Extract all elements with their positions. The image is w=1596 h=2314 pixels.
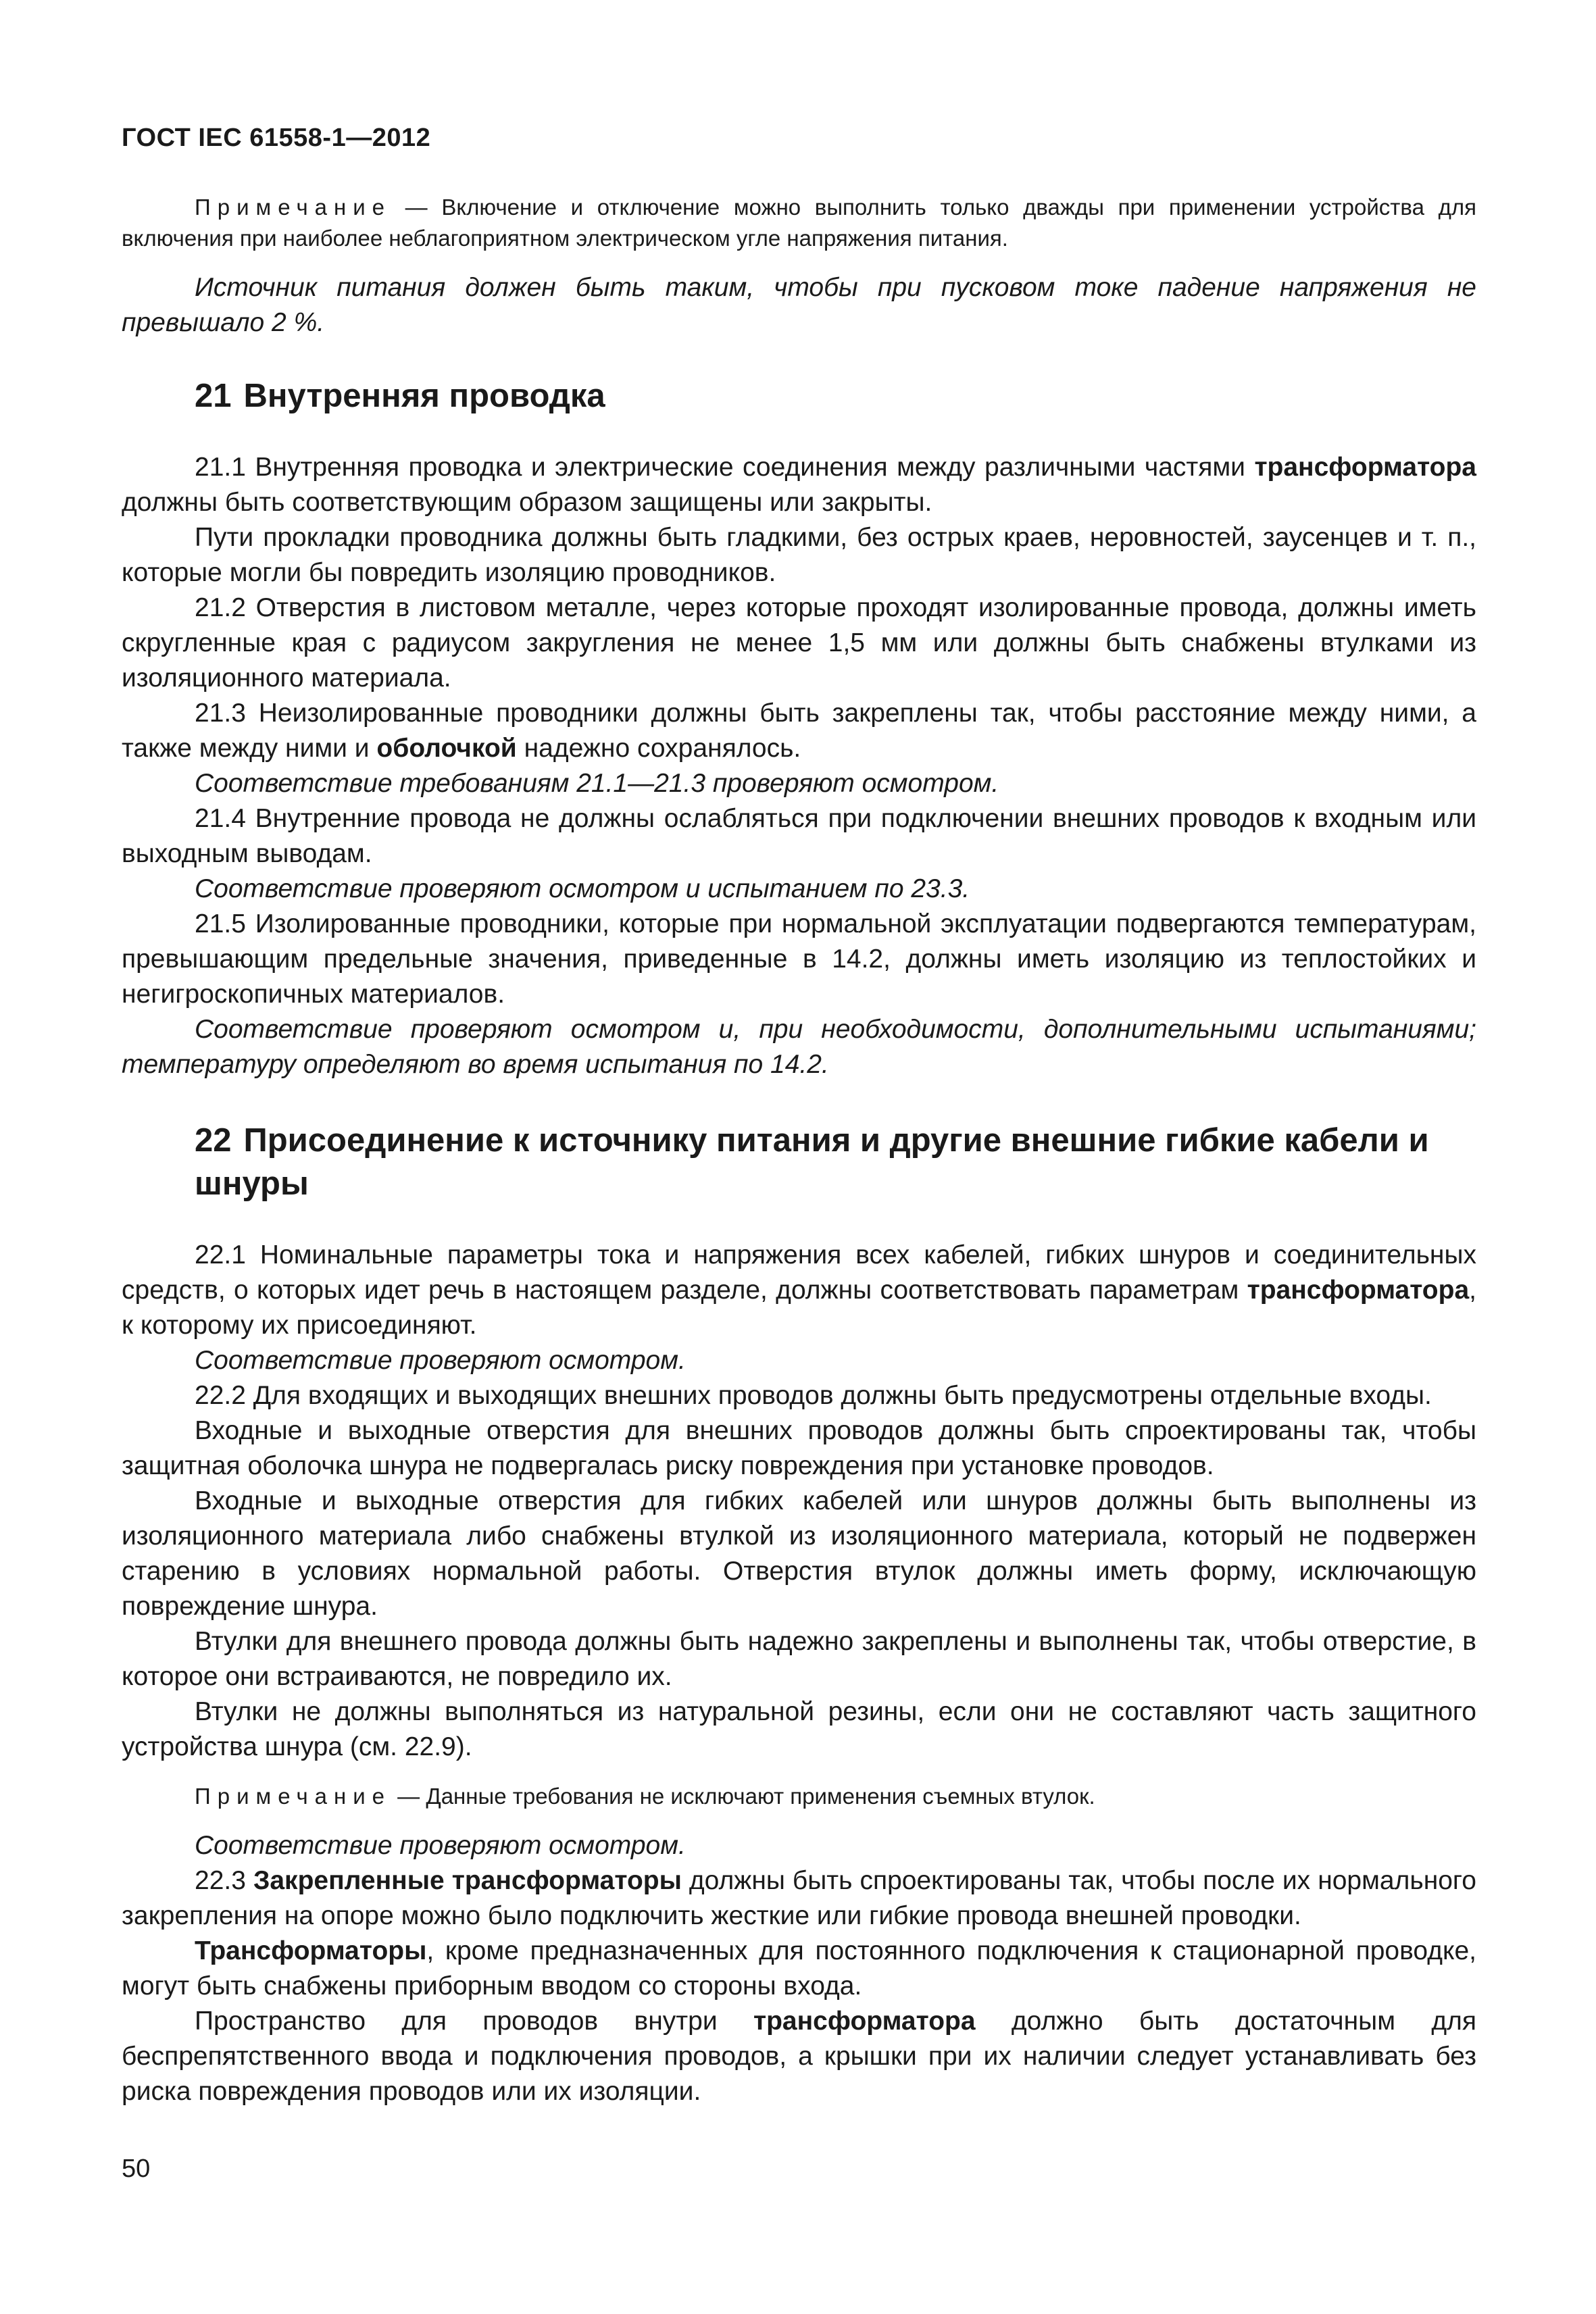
paragraph-21-3	[122, 696, 1476, 766]
section-21-heading	[122, 374, 1476, 418]
note-text: — Включение и отключение можно выполнить только дважды при применении устройства для включения при наиболее неблагоприятном электрическом угле напряжения питания.	[122, 195, 1476, 251]
section-number: 21	[195, 378, 232, 414]
section-title: Внутренняя проводка	[243, 378, 605, 414]
term-bold: Трансформаторы	[195, 1936, 427, 1965]
text-run: должно быть достаточным для беспрепятственного ввода и подключения проводов, а крышки при их наличии следует устанавливать без риска повреждения проводов или их изоляции.	[122, 2007, 1476, 2106]
text-run: должны быть соответствующим образом защищены или закрыты.	[122, 488, 932, 517]
paragraph-21-5: 21.5 Изолированные проводники, которые при нормальной эксплуатации подвергаются температурам, превышающим предельные значения, приведенные в 14.2, должны иметь изоляцию из теплостойких и негигроскопичных материалов.	[122, 909, 1476, 1009]
term-bold: трансформатора	[753, 2007, 976, 2036]
note-label: Примечание	[195, 195, 392, 220]
paragraph-22-3-space	[122, 2004, 1476, 2109]
paragraph-22-2-flexible: Входные и выходные отверстия для гибких кабелей или шнуров должны быть выполнены из изоляционного материала либо снабжены втулкой из изоляционного материала, который не подвержен старению в условиях нормальной работы. Отверстия втулок должны иметь форму, исключающую повреждение шнура.	[122, 1486, 1476, 1621]
compliance-22-1: Соответствие проверяют осмотром.	[195, 1346, 686, 1375]
document-page	[122, 122, 1476, 2109]
paragraph-22-2-rubber: Втулки не должны выполняться из натуральной резины, если они не составляют часть защитного устройства шнура (см. 22.9).	[122, 1697, 1476, 1761]
note-paragraph	[122, 1781, 1476, 1812]
text-run: 22.3	[195, 1866, 253, 1895]
paragraph-22-2-openings: Входные и выходные отверстия для внешних проводов должны быть спроектированы так, чтобы защитная оболочка шнура не подвергалась риску повреждения при установке проводов.	[122, 1416, 1476, 1480]
note-text: — Данные требования не исключают применения съемных втулок.	[391, 1784, 1095, 1809]
paragraph-21-1	[122, 450, 1476, 520]
section-22-heading	[122, 1119, 1476, 1205]
text-run: надежно сохранялось.	[516, 734, 801, 763]
compliance-21-4: Соответствие проверяют осмотром и испытанием по 23.3.	[195, 874, 970, 903]
paragraph-21-1-paths: Пути прокладки проводника должны быть гладкими, без острых краев, неровностей, заусенцев и т. п., которые могли бы повредить изоляцию проводников.	[122, 523, 1476, 587]
page-number: 50	[122, 2155, 151, 2183]
term-bold: трансформатора	[1254, 453, 1476, 482]
note-label: Примечание	[195, 1784, 392, 1809]
term-bold: оболочкой	[376, 734, 517, 763]
paragraph-22-2: 22.2 Для входящих и выходящих внешних проводов должны быть предусмотрены отдельные входы.	[195, 1381, 1432, 1410]
compliance-21-1-3: Соответствие требованиям 21.1—21.3 проверяют осмотром.	[195, 769, 999, 798]
paragraph-21-4: 21.4 Внутренние провода не должны ослабляться при подключении внешних проводов к входным или выходным выводам.	[122, 804, 1476, 868]
text-run: 21.3 Неизолированные проводники должны быть закреплены так, чтобы расстояние между ними, а также между ними и	[122, 699, 1476, 763]
text-run: , к которому их присоединяют.	[122, 1276, 1476, 1340]
text-run: , кроме предназначенных для постоянного подключения к стационарной проводке, могут быть снабжены приборным вводом со стороны входа.	[122, 1936, 1476, 2001]
text-run: должны быть спроектированы так, чтобы после их нормального закрепления на опоре можно было подключить жесткие или гибкие провода внешней проводки.	[122, 1866, 1476, 1930]
paragraph-21-2: 21.2 Отверстия в листовом металле, через которые проходят изолированные провода, должны иметь скругленные края с радиусом закругления не менее 1,5 мм или должны быть снабжены втулками из изоляционного материала.	[122, 593, 1476, 693]
term-bold: Закрепленные трансформаторы	[253, 1866, 682, 1895]
text-run: Пространство для проводов внутри	[195, 2007, 753, 2036]
section-number: 22	[195, 1122, 232, 1159]
paragraph-22-2-bushings: Втулки для внешнего провода должны быть надежно закреплены и выполнены так, чтобы отверстие, в которое они встраиваются, не повредило их.	[122, 1627, 1476, 1691]
compliance-21-5: Соответствие проверяют осмотром и, при необходимости, дополнительными испытаниями; температуру определяют во время испытания по 14.2.	[122, 1015, 1476, 1079]
supply-requirement-paragraph: Источник питания должен быть таким, чтобы при пусковом токе падение напряжения не превышало 2 %.	[122, 273, 1476, 337]
text-run: 22.1 Номинальные параметры тока и напряжения всех кабелей, гибких шнуров и соединительных средств, о которых идет речь в настоящем разделе, должны соответствовать параметрам	[122, 1240, 1476, 1305]
document-header: ГОСТ IEC 61558-1—2012	[122, 124, 431, 152]
note-paragraph	[122, 192, 1476, 254]
compliance-22-2: Соответствие проверяют осмотром.	[195, 1831, 686, 1860]
paragraph-22-3	[122, 1863, 1476, 1934]
term-bold: трансформатора	[1247, 1276, 1470, 1305]
paragraph-22-3-transformers	[122, 1934, 1476, 2004]
paragraph-22-1	[122, 1238, 1476, 1343]
text-run: 21.1 Внутренняя проводка и электрические соединения между различными частями	[195, 453, 1255, 482]
section-title: Присоединение к источнику питания и другие внешние гибкие кабели и шнуры	[195, 1122, 1429, 1202]
